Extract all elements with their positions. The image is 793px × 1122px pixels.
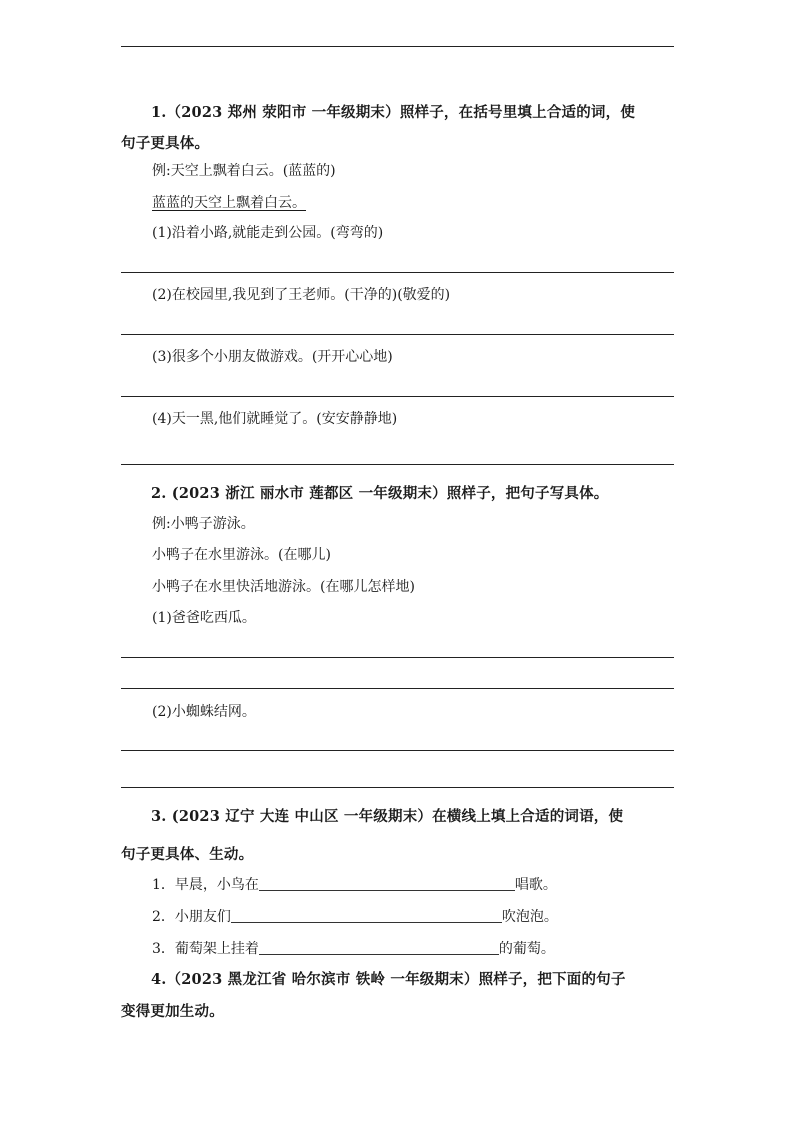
q3-blank-3[interactable] — [259, 940, 499, 955]
q4-heading-line1: 4.（2023 黑龙江省 哈尔滨市 铁岭 一年级期末）照样子，把下面的句子 — [151, 971, 626, 988]
q2-answer-line-1b[interactable] — [121, 688, 674, 689]
q1-heading-line1: 1.（2023 郑州 荥阳市 一年级期末）照样子，在括号里填上合适的词，使 — [151, 104, 636, 121]
q4-heading-line2: 变得更加生动。 — [121, 1003, 224, 1020]
q1-answer-line-2[interactable] — [121, 334, 674, 335]
q2-example-line-2: 小鸭子在水里游泳。(在哪儿) — [152, 547, 331, 563]
q2-answer-line-2b[interactable] — [121, 787, 674, 788]
q1-answer-line-1[interactable] — [121, 272, 674, 273]
q1-item-3: (3)很多个小朋友做游戏。(开开心心地) — [152, 349, 393, 365]
q3-item-1-suffix: 唱歌。 — [514, 877, 557, 893]
q3-item-1 — [152, 876, 557, 894]
q1-item-2: (2)在校园里,我见到了王老师。(干净的)(敬爱的) — [152, 287, 451, 303]
q3-heading-line1: 3. (2023 辽宁 大连 中山区 一年级期末）在横线上填上合适的词语，使 — [151, 808, 624, 825]
q3-item-3 — [152, 940, 555, 958]
q1-item-1: (1)沿着小路,就能走到公园。(弯弯的) — [152, 225, 384, 241]
q1-item-4: (4)天一黑,他们就睡觉了。(安安静静地) — [152, 411, 398, 427]
q2-answer-line-1a[interactable] — [121, 657, 674, 658]
q3-item-3-prefix: 3．葡萄架上挂着 — [152, 941, 259, 957]
q3-item-2-suffix: 吹泡泡。 — [501, 909, 558, 925]
q1-heading-line2: 句子更具体。 — [121, 135, 210, 152]
q2-example-line-1: 例:小鸭子游泳。 — [152, 516, 255, 532]
q1-example-answer: 蓝蓝的天空上飘着白云。 — [152, 195, 306, 211]
header-rule — [121, 46, 674, 47]
q1-example: 例:天空上飘着白云。(蓝蓝的) — [152, 163, 336, 179]
q3-blank-2[interactable] — [231, 908, 502, 923]
q2-item-2: (2)小蜘蛛结网。 — [152, 704, 256, 720]
q3-blank-1[interactable] — [259, 876, 515, 891]
q3-heading-line2: 句子更具体、生动。 — [121, 846, 254, 863]
q2-item-1: (1)爸爸吃西瓜。 — [152, 610, 256, 626]
q3-item-3-suffix: 的葡萄。 — [498, 941, 555, 957]
q1-answer-line-4[interactable] — [121, 464, 674, 465]
q3-item-2-prefix: 2．小朋友们 — [152, 909, 231, 925]
q3-item-2 — [152, 908, 558, 926]
q2-heading: 2. (2023 浙江 丽水市 莲都区 一年级期末）照样子，把句子写具体。 — [151, 485, 609, 502]
q2-example-line-3: 小鸭子在水里快活地游泳。(在哪儿怎样地) — [152, 579, 415, 595]
q2-answer-line-2a[interactable] — [121, 750, 674, 751]
q3-item-1-prefix: 1．早晨，小鸟在 — [152, 877, 259, 893]
q1-answer-line-3[interactable] — [121, 396, 674, 397]
